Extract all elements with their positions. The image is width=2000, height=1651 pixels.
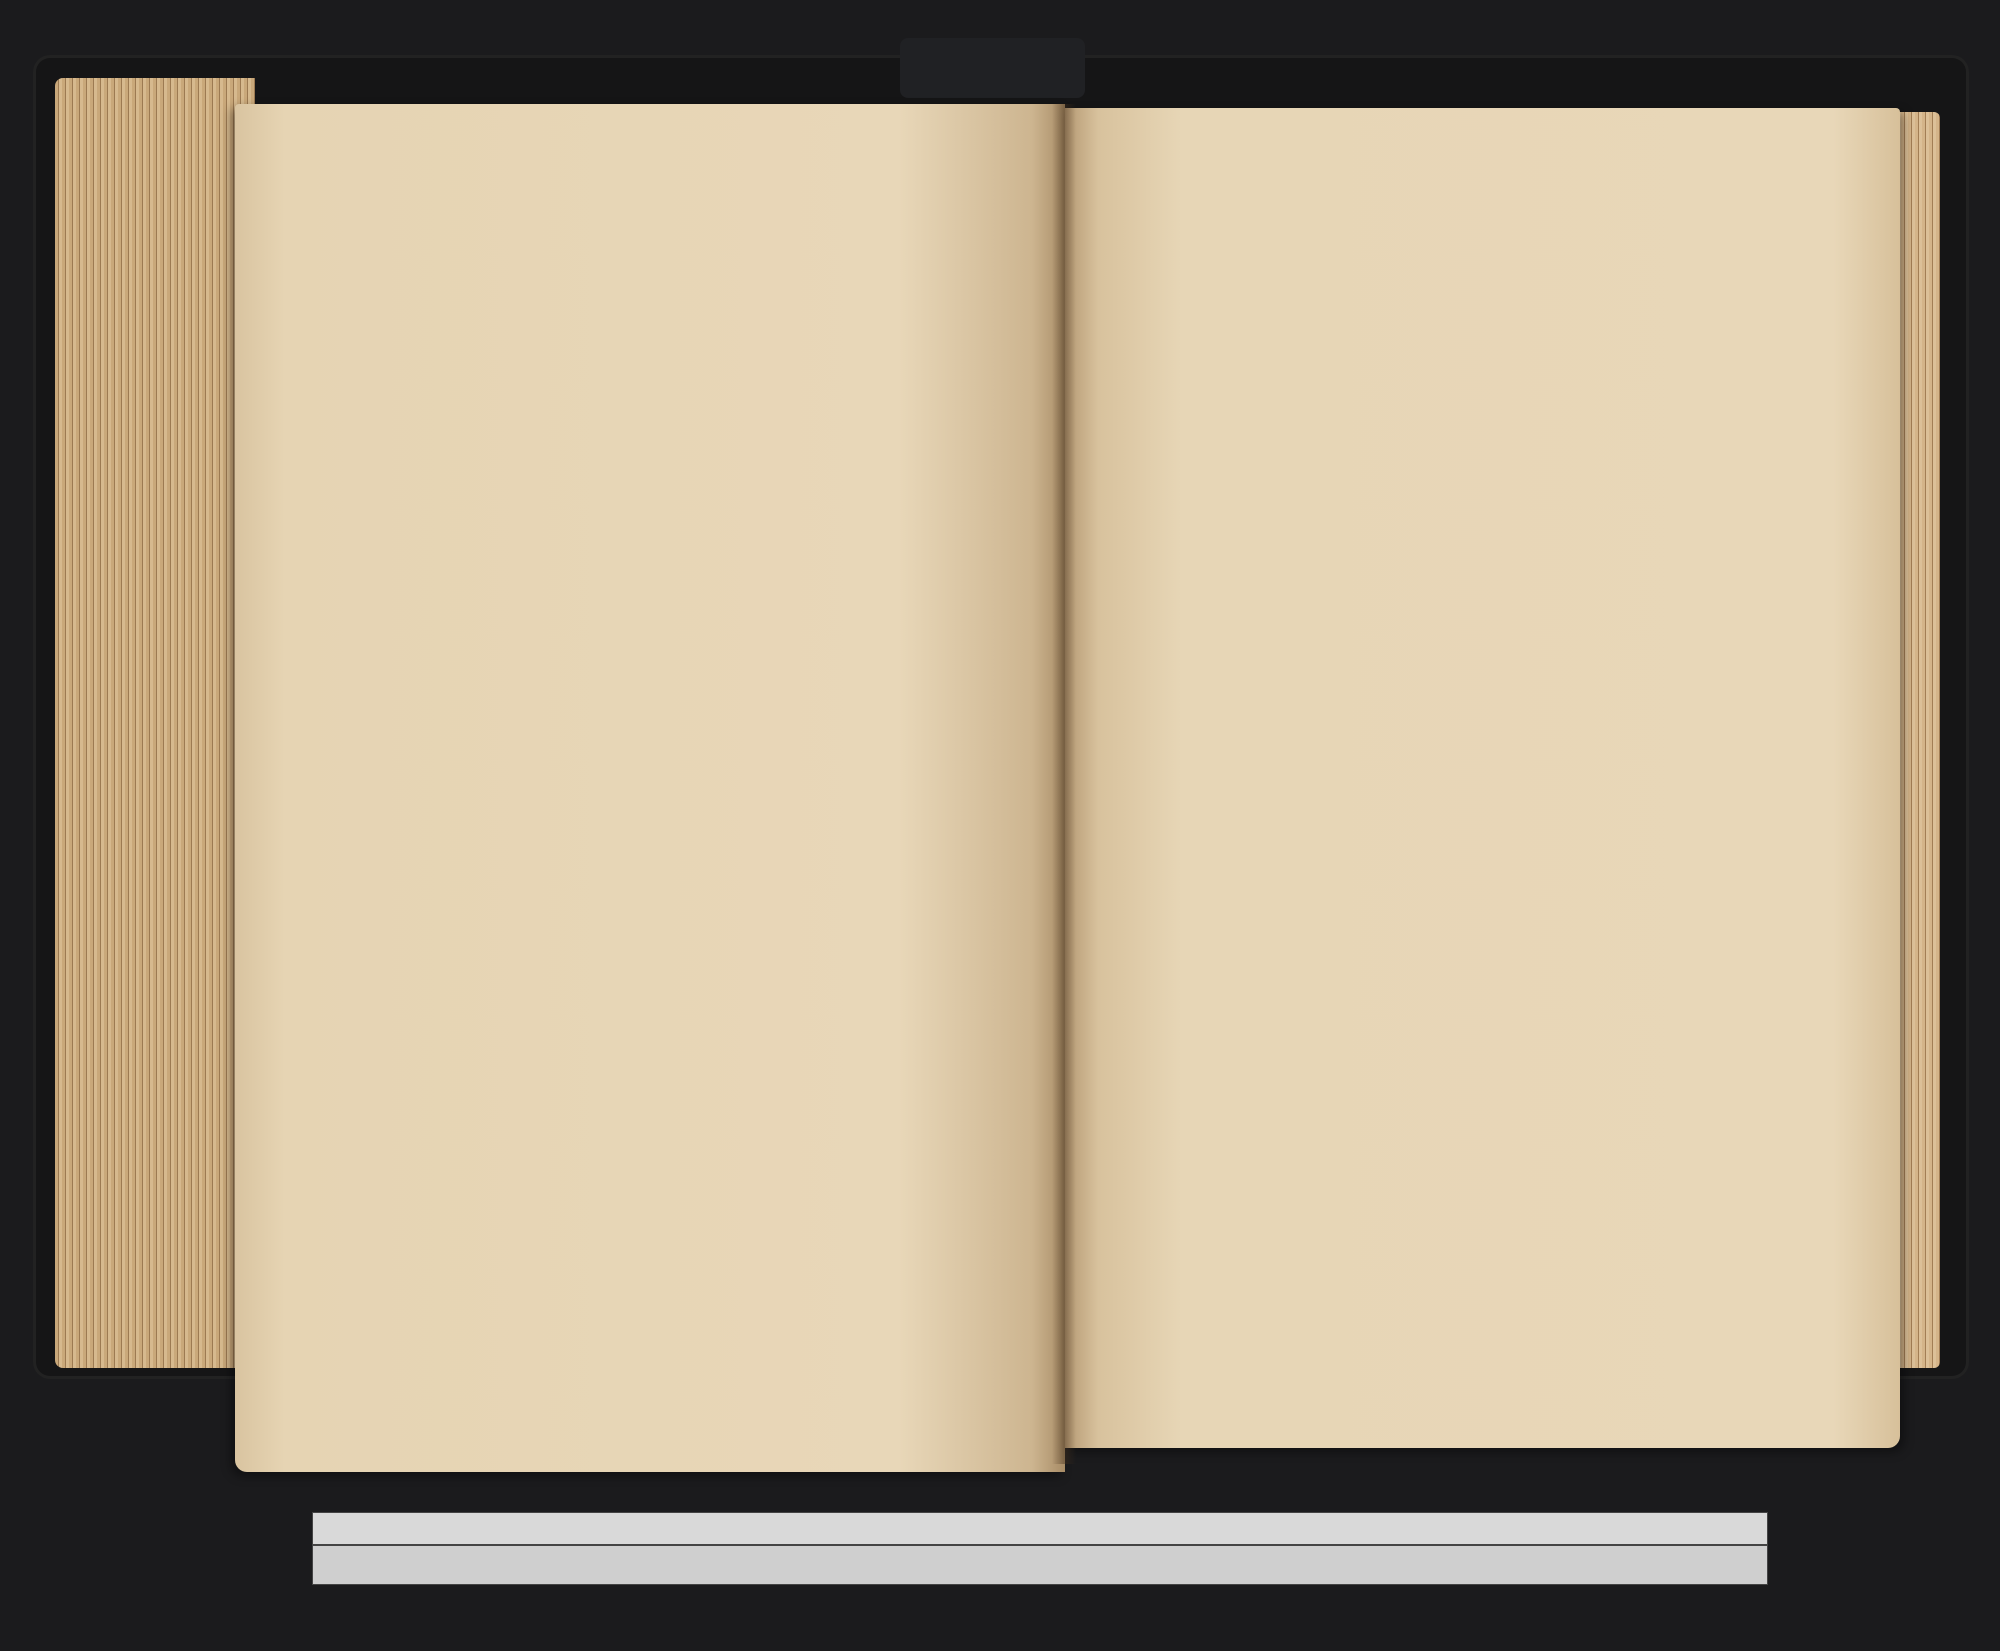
book-spine-top [900, 38, 1085, 98]
cm-scale [312, 1545, 1768, 1585]
scale-ruler [312, 1512, 1768, 1651]
gray-scale-strip [312, 1585, 1768, 1651]
right-page [1065, 108, 1900, 1448]
left-page [235, 104, 1065, 1472]
left-page-edges [55, 78, 255, 1368]
inch-scale [312, 1512, 1768, 1545]
book-gutter [1052, 104, 1076, 1464]
